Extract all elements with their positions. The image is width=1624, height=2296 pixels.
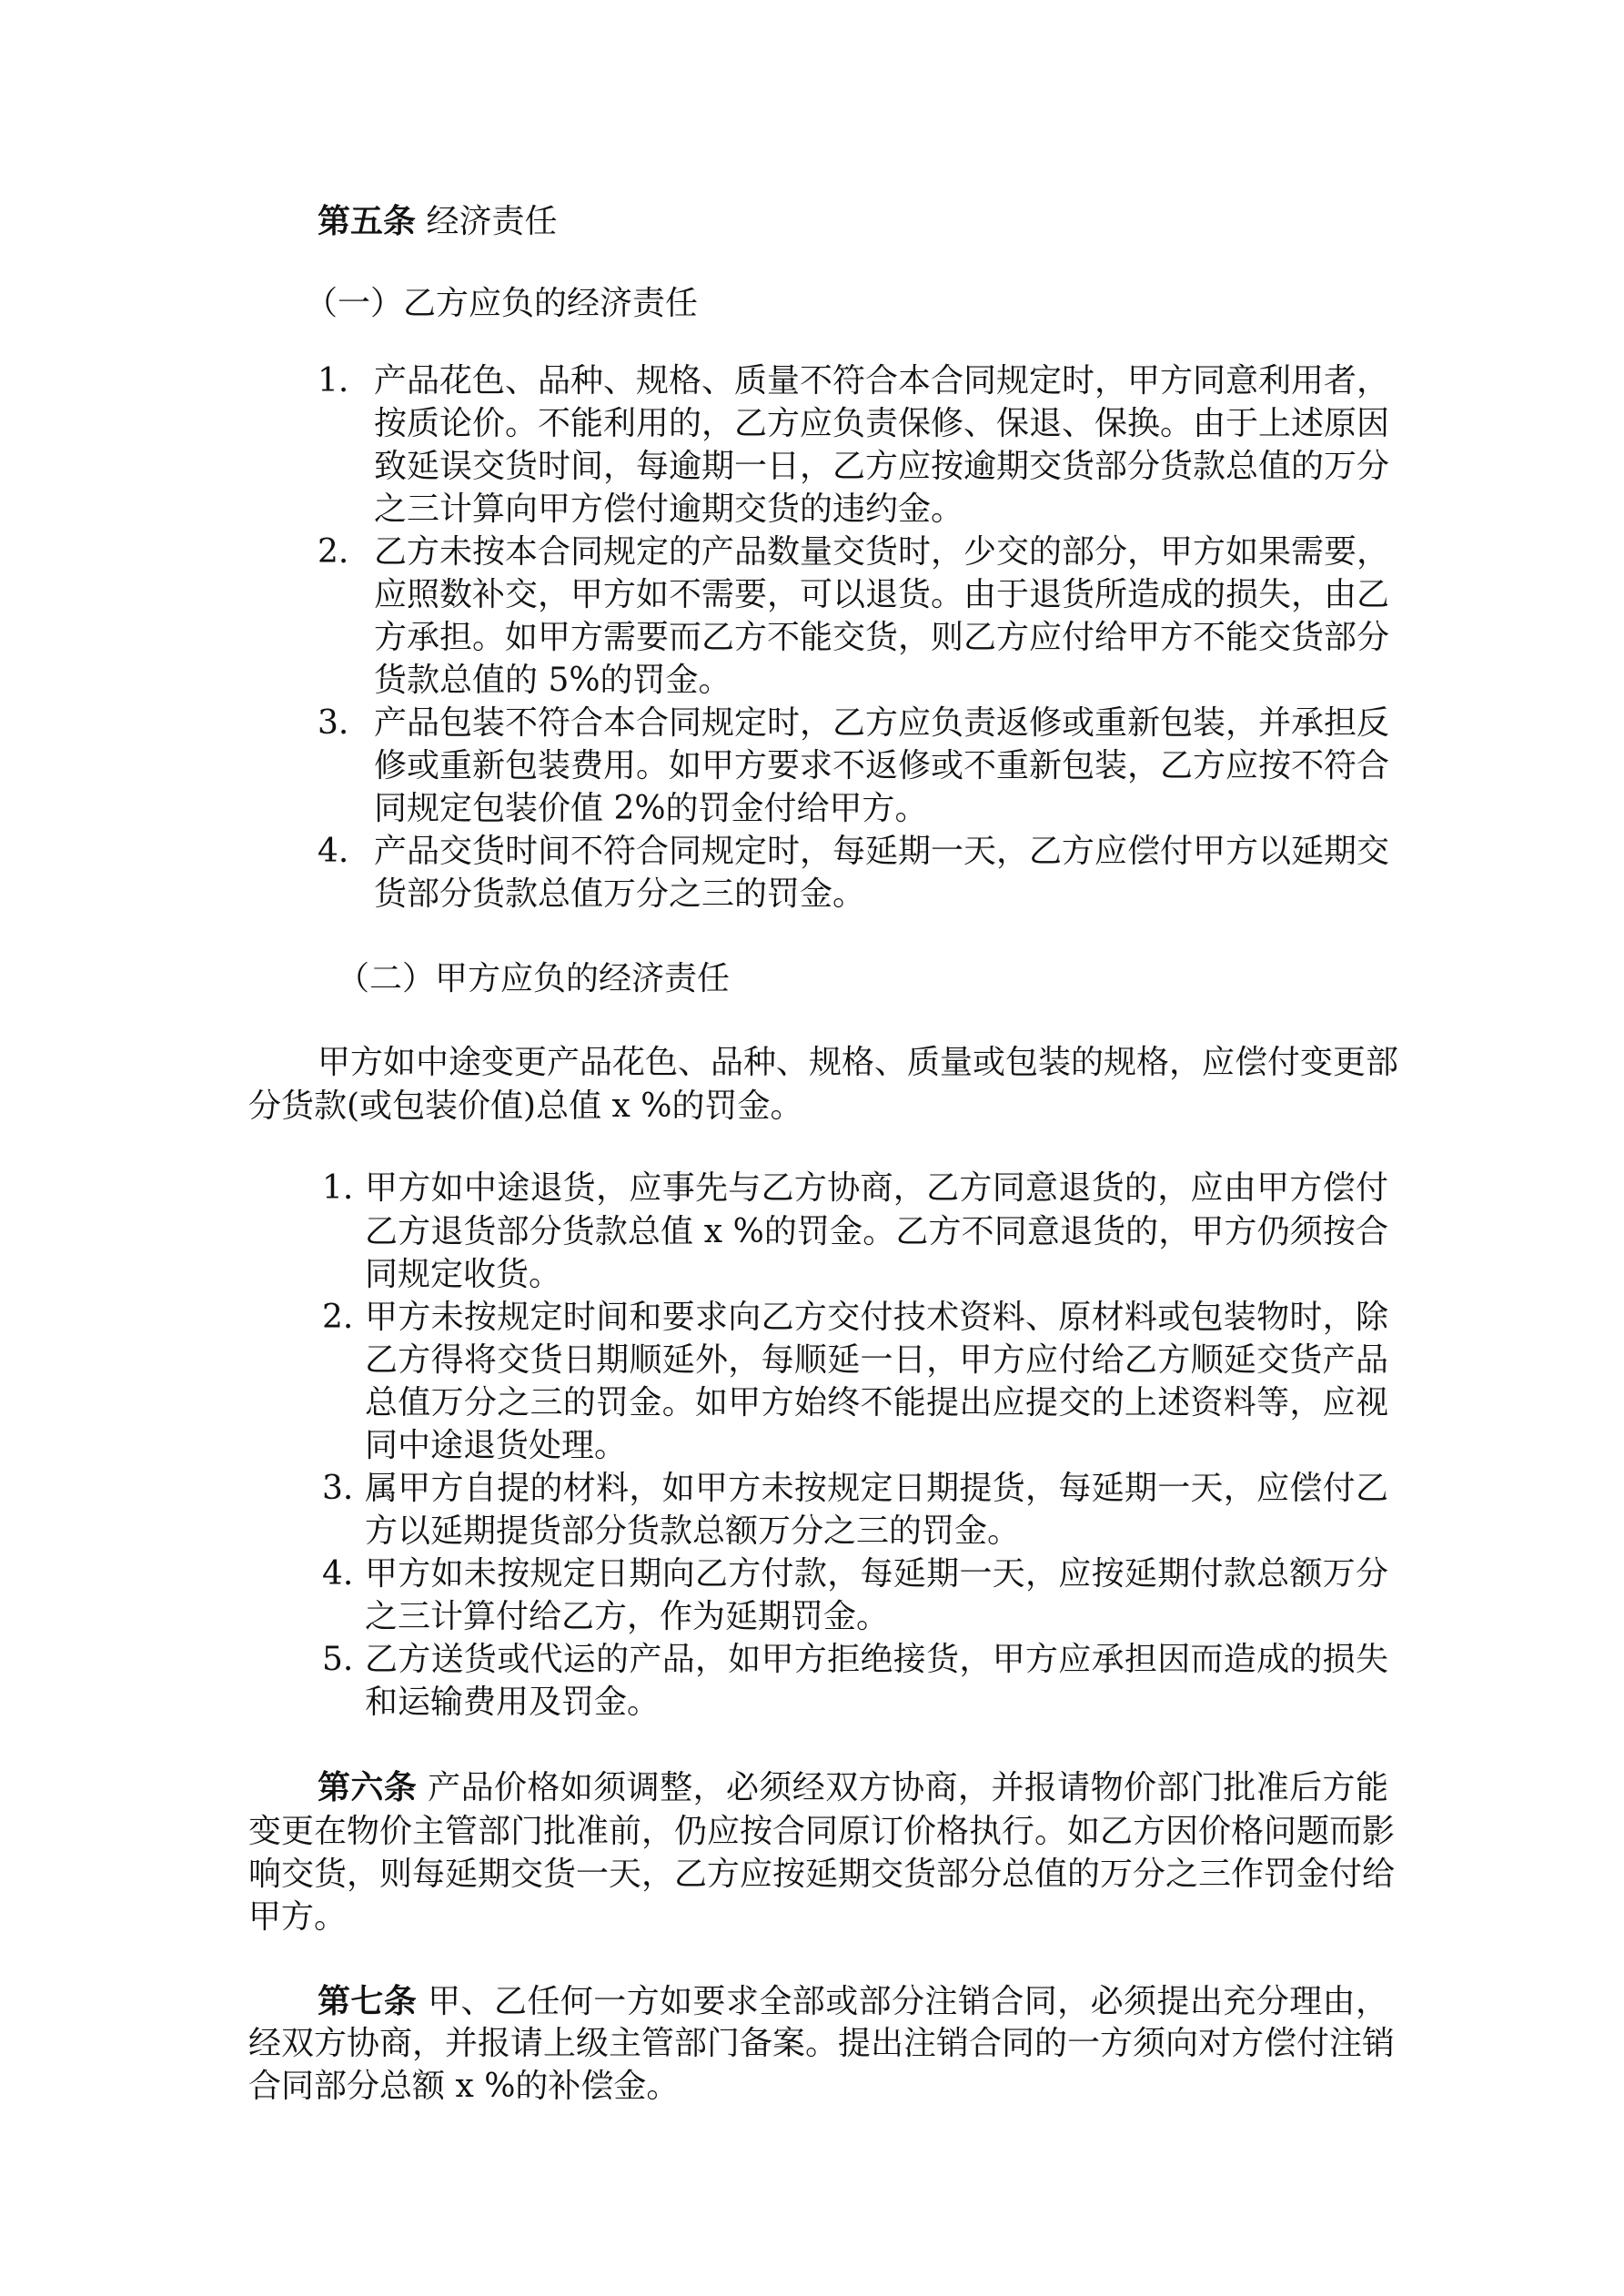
list-item-line: 修或重新包装费用。如甲方要求不返修或不重新包装，乙方应按不符合 [374, 747, 1390, 784]
section-2-heading: （二）甲方应负的经济责任 [337, 960, 731, 997]
list-item-line: 之三计算向甲方偿付逾期交货的违约金。 [374, 491, 964, 528]
list-item-line: 甲方如未按规定日期向乙方付款，每延期一天，应按延期付款总额万分 [365, 1555, 1388, 1593]
list-item-number: 3. [318, 704, 349, 742]
list-item-line: 乙方得将交货日期顺延外，每顺延一日，甲方应付给乙方顺延交货产品 [365, 1341, 1388, 1379]
article-text: 产品价格如须调整，必须经双方协商，并报请物价部门批准后方能 [428, 1769, 1388, 1806]
list-item-line: 乙方退货部分货款总值 x %的罚金。乙方不同意退货的，甲方仍须按合 [365, 1213, 1388, 1250]
list-item-number: 5. [322, 1641, 354, 1678]
article-text: 甲、乙任何一方如要求全部或部分注销合同，必须提出充分理由， [428, 1983, 1388, 2020]
article6-line [318, 1766, 1388, 1808]
article7-line: 经双方协商，并报请上级主管部门备案。提出注销合同的一方须向对方偿付注销 [248, 2025, 1396, 2062]
article-title: 经济责任 [426, 203, 558, 240]
list-item-line: 同中途退货处理。 [365, 1427, 628, 1464]
list-item-line: 甲方如中途退货，应事先与乙方协商，乙方同意退货的，应由甲方偿付 [365, 1169, 1388, 1207]
article7-line: 合同部分总额 x %的补偿金。 [248, 2068, 680, 2105]
list-item-line: 产品交货时间不符合同规定时，每延期一天，乙方应偿付甲方以延期交 [374, 833, 1390, 870]
list-item-line: 总值万分之三的罚金。如甲方始终不能提出应提交的上述资料等，应视 [365, 1384, 1388, 1421]
list-item-number: 4. [322, 1555, 354, 1593]
article-label: 第七条 [318, 1982, 418, 2020]
article6-line: 甲方。 [248, 1898, 348, 1936]
list-item-number: 2. [318, 533, 349, 571]
list-item-number: 3. [322, 1470, 354, 1507]
list-item-line: 应照数补交，甲方如不需要，可以退货。由于退货所造成的损失，由乙 [374, 576, 1390, 613]
list-item-line: 甲方未按规定时间和要求向乙方交付技术资料、原材料或包装物时，除 [365, 1299, 1388, 1336]
list-item-line: 乙方未按本合同规定的产品数量交货时，少交的部分，甲方如果需要， [374, 533, 1390, 571]
article7-line [318, 1980, 1388, 2022]
list-item-number: 1. [318, 362, 349, 400]
article-label: 第五条 [318, 202, 417, 240]
list-item-line: 货款总值的 5%的罚金。 [374, 662, 731, 699]
list-item-line: 产品包装不符合本合同规定时，乙方应负责返修或重新包装，并承担反 [374, 704, 1390, 742]
article-5-heading [318, 200, 557, 242]
list-item-line: 按质论价。不能利用的，乙方应负责保修、保退、保换。由于上述原因 [374, 405, 1390, 442]
list-item-line: 货部分货款总值万分之三的罚金。 [374, 875, 866, 913]
list-item-line: 属甲方自提的材料，如甲方未按规定日期提货，每延期一天，应偿付乙 [365, 1470, 1388, 1507]
list-item-line: 方承担。如甲方需要而乙方不能交货，则乙方应付给甲方不能交货部分 [374, 619, 1390, 656]
paragraph-line: 甲方如中途变更产品花色、品种、规格、质量或包装的规格，应偿付变更部 [318, 1044, 1399, 1081]
list-item-line: 致延误交货时间，每逾期一日，乙方应按逾期交货部分货款总值的万分 [374, 448, 1390, 485]
list-item-line: 方以延期提货部分货款总额万分之三的罚金。 [365, 1512, 1021, 1550]
list-item-number: 4. [318, 833, 349, 870]
list-item-line: 同规定收货。 [365, 1256, 562, 1293]
list-item-number: 1. [322, 1169, 354, 1207]
paragraph-line: 分货款(或包装价值)总值 x %的罚金。 [248, 1087, 803, 1125]
list-item-number: 2. [322, 1299, 354, 1336]
list-item-line: 同规定包装价值 2%的罚金付给甲方。 [374, 790, 928, 827]
list-item-line: 之三计算付给乙方，作为延期罚金。 [365, 1598, 890, 1635]
list-item-line: 乙方送货或代运的产品，如甲方拒绝接货，甲方应承担因而造成的损失 [365, 1641, 1388, 1678]
article6-line: 变更在物价主管部门批准前，仍应按合同原订价格执行。如乙方因价格问题而影 [248, 1813, 1396, 1850]
list-item-line: 和运输费用及罚金。 [365, 1684, 661, 1721]
list-item-line: 产品花色、品种、规格、质量不符合本合同规定时，甲方同意利用者， [374, 362, 1390, 400]
section-1-heading: （一）乙方应负的经济责任 [305, 285, 699, 322]
article6-line: 响交货，则每延期交货一天，乙方应按延期交货部分总值的万分之三作罚金付给 [248, 1856, 1396, 1893]
article-label: 第六条 [318, 1768, 418, 1806]
